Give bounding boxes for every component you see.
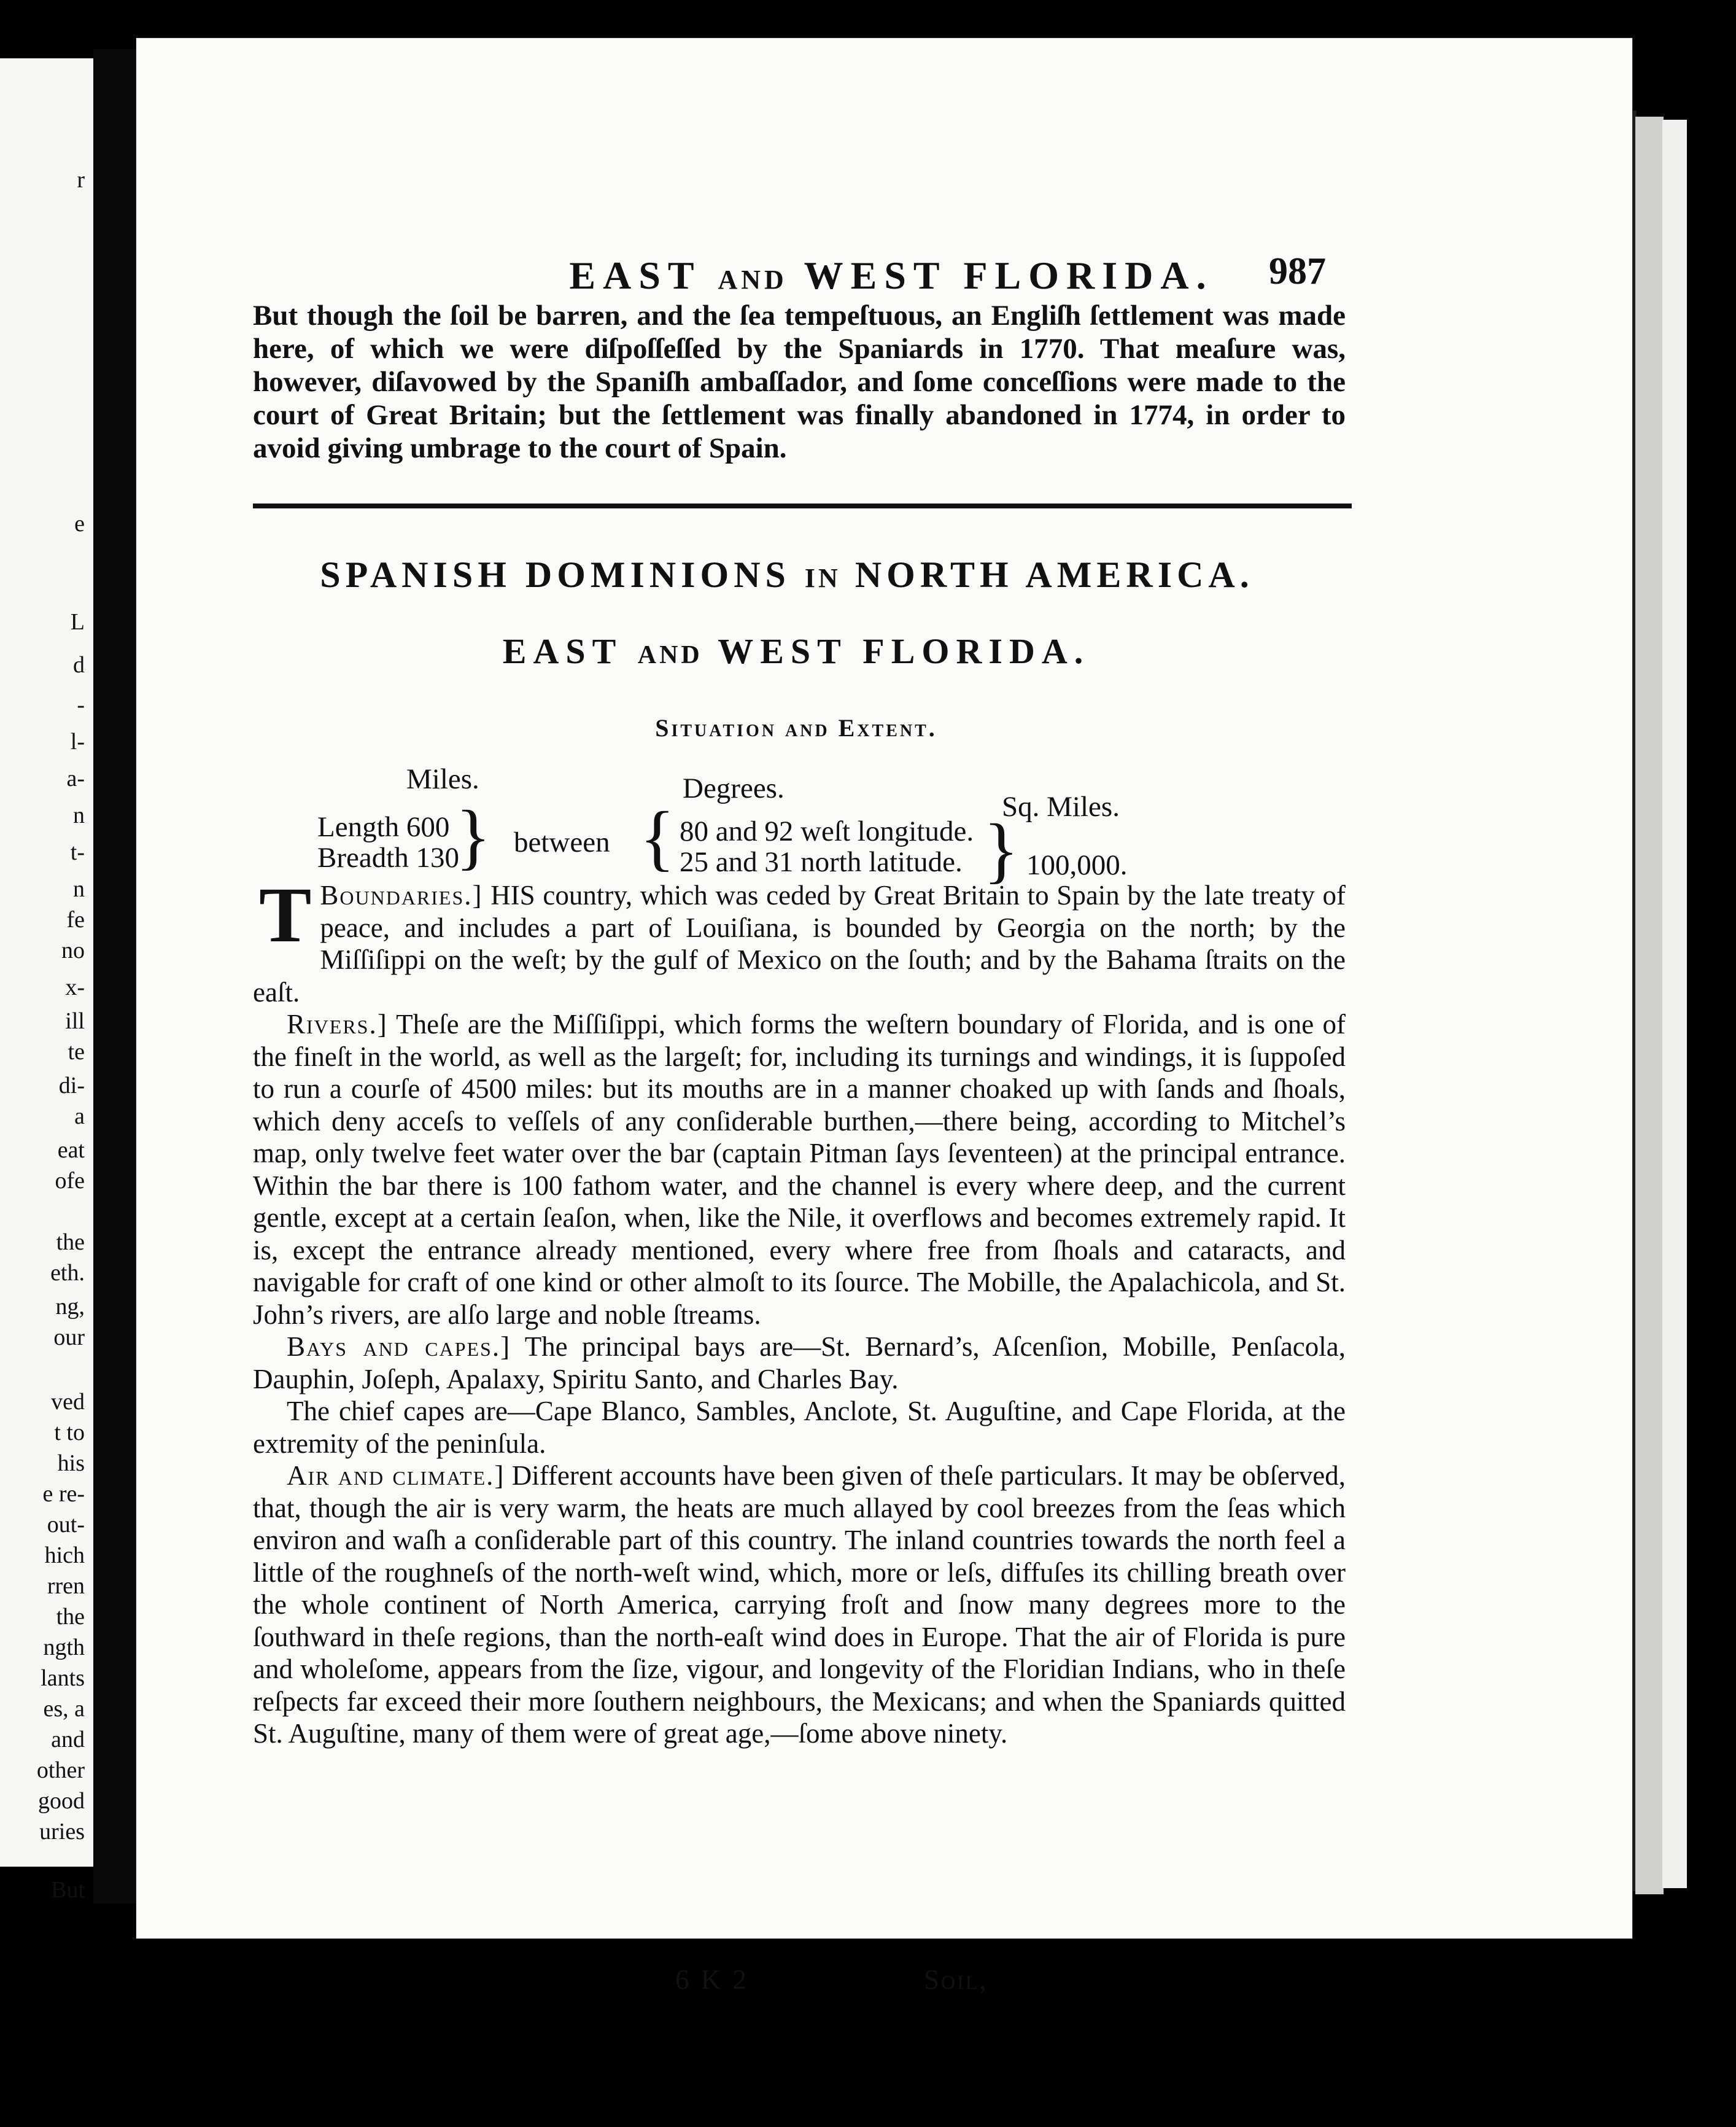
prev-page-line: his xyxy=(57,1450,85,1476)
prev-page-line: ofe xyxy=(55,1168,85,1194)
prev-page-line: the xyxy=(56,1229,85,1255)
capes-paragraph xyxy=(253,1395,1346,1460)
prev-page-line: e xyxy=(74,511,85,537)
page-number: 987 xyxy=(1269,251,1326,292)
prev-page-line: - xyxy=(77,692,85,718)
situation-heading: Situation and Extent. xyxy=(655,714,937,742)
prev-page-line: a xyxy=(74,1103,85,1129)
length-row: Length 600 xyxy=(317,811,450,843)
running-head-conj: AND xyxy=(718,265,788,295)
book-edge-gray xyxy=(1635,117,1664,1894)
prev-page-line: n xyxy=(73,803,85,828)
boundaries-text: HIS country, which was ceded by Great Britain to Spain by the late treaty of peace, and includes a part of Louiſiana, is bounded by Georgia on the north; by the Miſſiſippi on the weſt; by the gulf of Mexico on the ſouth; and by the Bahama ſtraits on the eaſt. xyxy=(253,880,1346,1008)
col-header-miles: Miles. xyxy=(406,763,479,795)
rivers-label: Rivers.] xyxy=(287,1009,388,1040)
prev-page-line: l- xyxy=(70,729,85,755)
capes-text: The chief capes are—Cape Blanco, Sambles, Anclote, St. Auguſtine, and Cape Florida, at the extremity of the peninſula. xyxy=(253,1396,1346,1459)
book-edge-light xyxy=(1662,120,1687,1888)
prev-page-line: di- xyxy=(58,1073,85,1098)
section-title-conj: IN xyxy=(804,563,841,593)
signature-mark: 6 K 2 xyxy=(675,1964,749,1995)
area-value: 100,000. xyxy=(1026,849,1128,881)
area-brace: } xyxy=(983,809,1019,890)
section-title-right: NORTH AMERICA. xyxy=(854,554,1254,595)
prev-page-line: d xyxy=(73,652,85,678)
running-head-left: EAST xyxy=(569,254,701,297)
subsection-title-right: WEST FLORIDA. xyxy=(718,631,1090,671)
prev-page-line: lants xyxy=(41,1665,85,1691)
prev-page-line: ved xyxy=(51,1389,85,1415)
latitude-row: 25 and 31 north latitude. xyxy=(680,846,963,878)
running-head xyxy=(431,253,1352,298)
prev-page-line: the xyxy=(56,1604,85,1630)
bays-paragraph xyxy=(253,1331,1346,1395)
running-head-right: WEST FLORIDA. xyxy=(804,254,1214,297)
prev-page-line: uries xyxy=(39,1819,85,1845)
boundaries-paragraph xyxy=(253,871,1346,1008)
prev-page-line: other xyxy=(36,1757,85,1783)
col-header-sq-miles: Sq. Miles. xyxy=(1002,791,1120,823)
book-page xyxy=(136,38,1632,1938)
previous-page-fragment xyxy=(0,58,93,1903)
air-text: Different accounts have been given of theſe particulars. It may be obſerved, that, though the air is very warm, the heats are much allayed by cool breezes from the ſeas which environ and waſh a conſiderable part of this country. The inland countries towards the north feel a little of the roughneſs of the north-weſt wind, which, more or leſs, diffuſes its chilling breath over the whole continent of North America, carrying froſt and ſnow many degrees more to the ſouthward in theſe regions, than the north-eaſt wind does in Europe. That the air of Florida is pure and wholeſome, appears from the ſize, vigour, and longevity of the Floridian Indians, who in theſe reſpects far exceed their more ſouthern neighbours, the Mexicans; and when the Spaniards quitted St. Auguſtine, many of them were of great age,—ſome above ninety. xyxy=(253,1460,1346,1749)
rivers-paragraph xyxy=(253,1008,1346,1331)
prev-page-line: good xyxy=(38,1788,85,1814)
prev-page-line: But xyxy=(51,1877,85,1903)
prev-page-line: hich xyxy=(44,1542,85,1568)
prev-page-line: t- xyxy=(70,839,85,865)
prev-page-line: fe xyxy=(66,907,85,933)
subsection-title-conj: AND xyxy=(637,641,703,669)
prev-page-line: rren xyxy=(47,1573,85,1599)
prev-page-line: eth. xyxy=(50,1260,85,1286)
prev-page-line: ng, xyxy=(55,1294,85,1320)
catchword: Soil, xyxy=(924,1964,988,1995)
left-brace: { xyxy=(640,796,675,878)
prev-page-line: ill xyxy=(65,1008,85,1034)
prev-page-line: L xyxy=(70,609,85,635)
between-label: between xyxy=(514,826,610,858)
prev-page-line: a- xyxy=(66,766,85,791)
bays-label: Bays and capes.] xyxy=(287,1331,511,1362)
rivers-text: Theſe are the Miſſiſippi, which forms the weſtern boundary of Florida, and is one of the fineſt in the world, as well as the largeſt; for, including its turnings and windings, it is ſuppoſed to run a courſe of 4500 miles: but its mouths are in a manner choaked up with ſands and ſhoals, which deny acceſs to veſſels of any conſiderable burthen,—there being, according to Mitchel’s map, only twelve feet water over the bar (captain Pitman ſays ſeventeen) at the principal entrance. Within the bar there is 100 fathom water, and the channel is every where deep, and the current gentle, except at a certain ſeaſon, when, like the Nile, it overflows and becomes extremely rapid. It is, except the entrance already mentioned, every where free from ſhoals and cataracts, and navigable for craft of one kind or other almoſt to its ſource. The Mobille, the Apalachicola, and St. John’s rivers, are alſo large and noble ſtreams. xyxy=(253,1009,1346,1330)
subsection-title xyxy=(443,631,1149,672)
body-text xyxy=(253,871,1346,1750)
prev-page-line: our xyxy=(53,1324,85,1350)
bays-text: The principal bays are—St. Bernard’s, Aſcenſion, Mobille, Penſacola, Dauphin, Joſeph, Apalaxy, Spiritu Santo, and Charles Bay. xyxy=(253,1331,1346,1394)
section-divider-rule xyxy=(253,504,1352,508)
prev-page-line: ngth xyxy=(43,1635,85,1660)
subsection-title-left: EAST xyxy=(502,631,622,671)
col-header-degrees: Degrees. xyxy=(683,772,785,804)
prev-page-line: out- xyxy=(47,1512,85,1538)
longitude-row: 80 and 92 weſt longitude. xyxy=(680,815,974,847)
prev-page-line: r xyxy=(77,167,85,193)
section-title xyxy=(271,554,1303,596)
prev-page-line: x- xyxy=(65,974,85,1000)
drop-cap: T xyxy=(259,871,312,959)
prev-page-line: and xyxy=(51,1727,85,1752)
prev-page-line: eat xyxy=(57,1137,85,1163)
air-paragraph xyxy=(253,1460,1346,1750)
breadth-row: Breadth 130 xyxy=(317,842,460,874)
prev-page-line: e re- xyxy=(42,1481,85,1507)
section-title-left: SPANISH DOMINIONS xyxy=(320,554,791,595)
prev-page-line: te xyxy=(68,1039,85,1065)
boundaries-label: Boundaries.] xyxy=(320,880,483,911)
prev-page-line: es, a xyxy=(43,1696,85,1722)
gutter-shadow xyxy=(93,49,138,1903)
prev-page-line: no xyxy=(61,938,85,963)
right-brace: } xyxy=(455,795,491,877)
air-label: Air and climate.] xyxy=(287,1460,505,1491)
prev-page-line: n xyxy=(73,876,85,902)
prev-page-line: t to xyxy=(54,1420,85,1445)
lead-paragraph: But though the ſoil be barren, and the ſea tempeſtuous, an Engliſh ſettlement was made here, of which we were diſpoſſeſſed by the Spaniards in 1770. That meaſure was, however, diſavowed by the Spaniſh ambaſſador, and ſome conceſſions were made to the court of Great Britain; but the ſettlement was finally abandoned in 1774, in order to avoid giving umbrage to the court of Spain. xyxy=(253,300,1346,464)
